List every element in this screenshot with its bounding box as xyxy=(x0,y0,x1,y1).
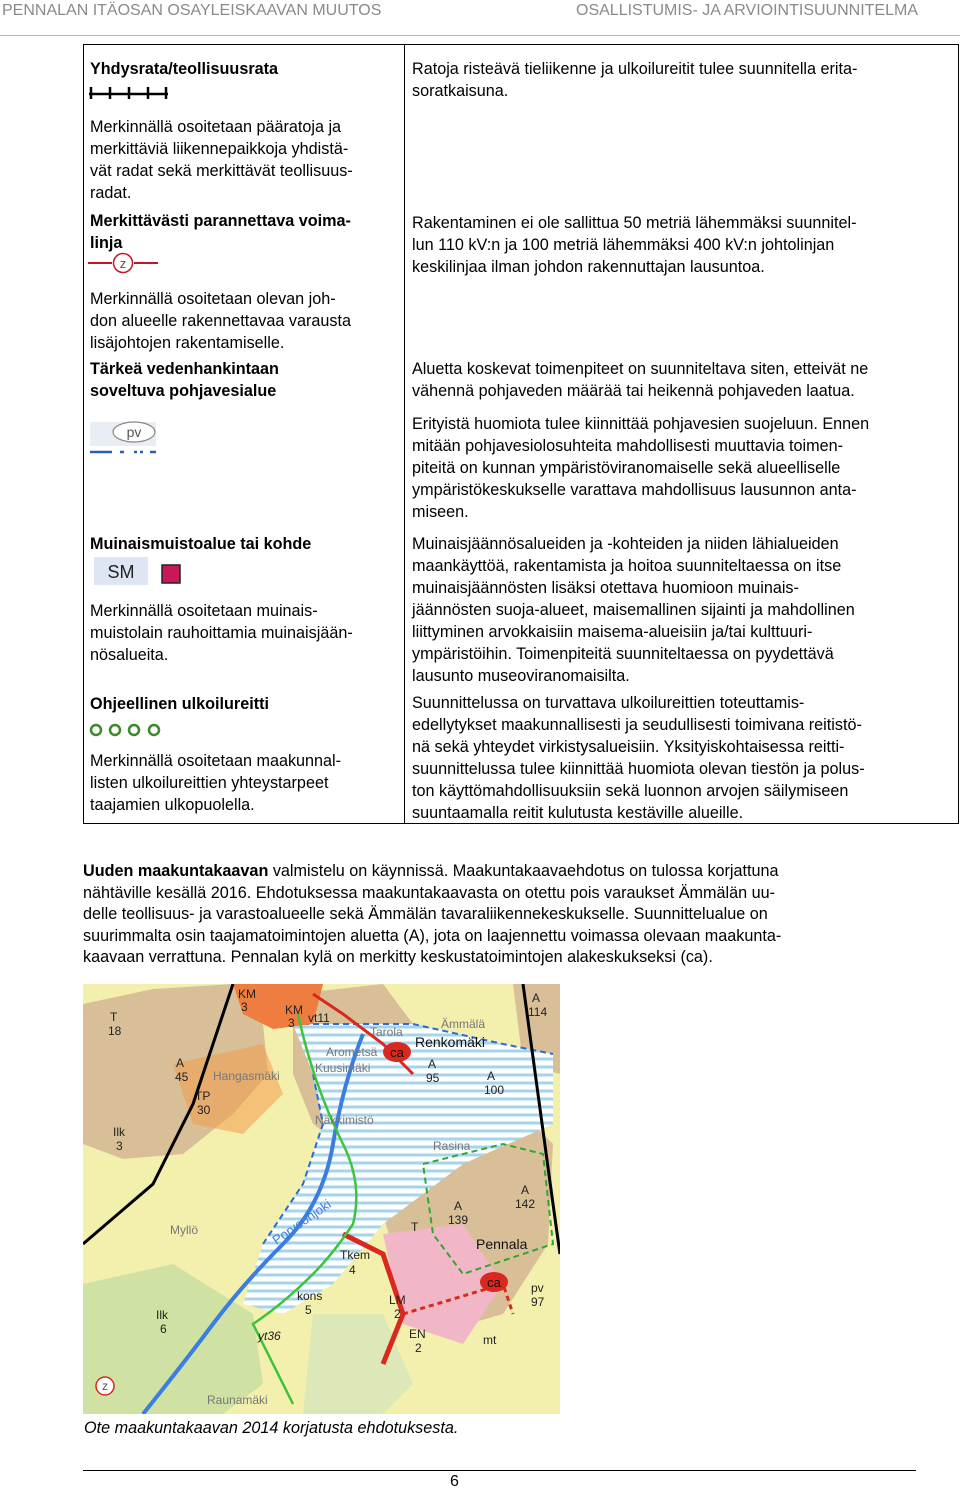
map-label-a114: A xyxy=(532,991,541,1005)
map-label-a95: A xyxy=(428,1057,437,1071)
row5-desc-3: taajamien ulkopuolella. xyxy=(90,796,255,814)
groundwater-symbol-label: pv xyxy=(126,424,142,440)
map-label-tpn: 30 xyxy=(197,1103,211,1117)
regional-plan-map xyxy=(83,984,560,1414)
map-label-porvoo: Porvoonjoki xyxy=(269,1196,334,1248)
map-label-a100: A xyxy=(487,1069,496,1083)
map-label-kons: kons xyxy=(297,1289,323,1303)
row2-desc-2: don alueelle rakennettavaa varausta xyxy=(90,312,351,330)
map-label-rasina: Rasina xyxy=(433,1139,471,1153)
map-label-pvn: 97 xyxy=(531,1295,545,1309)
map-label-a45n: 45 xyxy=(175,1070,189,1084)
row2-right-2: lun 110 kV:n ja 100 metriä lähemmäksi 400 kV:n johtolinjan xyxy=(412,236,835,254)
map-label-ca2: ca xyxy=(487,1275,501,1290)
row2-desc-3: lisäjohtojen rakentamiselle. xyxy=(90,334,285,352)
map-label-a139: A xyxy=(454,1199,463,1213)
row2-title-1: Merkittävästi parannettava voima- xyxy=(90,212,351,230)
outdoor-route-symbol-icon xyxy=(88,722,164,738)
paragraph-line-2: nähtäville kesällä 2016. Ehdotuksessa maakuntakaavasta on otettu pois varaukset Ämmälän uu- xyxy=(83,883,775,902)
page-header xyxy=(0,0,960,40)
map-label-km1: KM xyxy=(238,987,256,1001)
map-label-pv: pv xyxy=(531,1281,544,1295)
row1-right-2: soratkaisuna. xyxy=(412,82,509,100)
row1-desc-3: vät radat sekä merkittävät teollisuus- xyxy=(90,162,353,180)
row2-title-2: linja xyxy=(90,234,123,252)
map-label-renkomaki: Renkomäki xyxy=(415,1034,486,1050)
row2-desc-1: Merkinnällä osoitetaan olevan joh- xyxy=(90,290,336,308)
row5-right-3: nä sekä yhteydet virkistysalueisiin. Yksityiskohtaisessa reitti- xyxy=(412,738,845,756)
row5-desc-1: Merkinnällä osoitetaan maakunnal- xyxy=(90,752,342,770)
header-rule xyxy=(0,35,960,36)
map-label-ttt: T xyxy=(411,1220,419,1234)
map-label-hangasmaki: Hangasmäki xyxy=(213,1069,280,1083)
map-label-a139n: 139 xyxy=(448,1213,469,1227)
row2-right-1: Rakentaminen ei ole sallittua 50 metriä lähemmäksi suunnitel- xyxy=(412,214,857,232)
header-left: PENNALAN ITÄOSAN OSAYLEISKAAVAN MUUTOS xyxy=(2,2,382,19)
antiquity-symbol-label: SM xyxy=(107,562,135,582)
railway-symbol-icon xyxy=(88,86,170,100)
row4-right-3: muinaisjäännösten lisäksi otettava huomioon muinais- xyxy=(412,579,799,597)
map-label-a114n: 114 xyxy=(528,1005,548,1019)
map-label-raunamaki: Raunamäki xyxy=(207,1393,268,1407)
map-label-vt: vt11 xyxy=(308,1011,330,1025)
footer-rule xyxy=(83,1470,916,1471)
map-label-mt: mt xyxy=(483,1333,497,1347)
map-label-a100n: 100 xyxy=(484,1083,505,1097)
groundwater-symbol-icon xyxy=(88,418,160,458)
row2-right-3: keskilinjaa ilman johdon rakennuttajan lausuntoa. xyxy=(412,258,765,276)
row4-desc-3: nösalueita. xyxy=(90,646,169,664)
map-label-aromets: Arometsä xyxy=(326,1045,378,1059)
row5-right-1: Suunnittelussa on turvattava ulkoilureittien toteuttamis- xyxy=(412,694,805,712)
map-label-km2n: 3 xyxy=(288,1016,295,1030)
map-label-a95n: 95 xyxy=(426,1071,440,1085)
map-label-lmn: 2 xyxy=(394,1307,401,1321)
row5-right-6: suuntaamalla reitit kulutusta kestäville alueille. xyxy=(412,804,744,822)
row4-desc-1: Merkinnällä osoitetaan muinais- xyxy=(90,602,318,620)
map-label-konsn: 5 xyxy=(305,1303,312,1317)
map-label-z: z xyxy=(102,1379,108,1393)
map-label-pennala: Pennala xyxy=(476,1236,528,1252)
row5-right-4: suunnittelussa tulee kiinnittää huomiota olevan tiestön ja polus- xyxy=(412,760,865,778)
map-caption: Ote maakuntakaavan 2014 korjatusta ehdotuksesta. xyxy=(84,1419,459,1437)
header-right: OSALLISTUMIS- JA ARVIOINTISUUNNITELMA xyxy=(576,2,918,19)
map-label-en: EN xyxy=(409,1327,426,1341)
row3-title-1: Tärkeä vedenhankintaan xyxy=(90,360,279,378)
row4-title: Muinaismuistoalue tai kohde xyxy=(90,535,312,553)
map-label-myllio: Myllö xyxy=(170,1223,199,1237)
row3-right-a-2: vähennä pohjaveden määrää tai heikennä pohjaveden laatua. xyxy=(412,382,855,400)
row4-right-1: Muinaisjäännösalueiden ja -kohteiden ja niiden lähialueiden xyxy=(412,535,839,553)
map-label-nakkimisto: Näkkimistö xyxy=(315,1113,374,1127)
powerline-symbol-icon xyxy=(86,252,160,274)
row3-right-b-4: ympäristökeskukselle varattava mahdollisuus lausunnon anta- xyxy=(412,481,857,499)
map-label-tarola: Tarola xyxy=(370,1025,403,1039)
paragraph-line-1: valmistelu on käynnissä. Maakuntakaavaehdotus on tulossa korjattuna xyxy=(268,862,779,880)
body-paragraph xyxy=(83,861,913,969)
map-label-kuusimaki: Kuusimäki xyxy=(315,1061,371,1075)
paragraph-bold: Uuden maakuntakaavan xyxy=(83,862,269,880)
row1-desc-4: radat. xyxy=(90,184,132,202)
map-label-lm: LM xyxy=(389,1293,406,1307)
map-label-enn: 2 xyxy=(415,1341,422,1355)
map-label-t18n: 18 xyxy=(108,1024,122,1038)
row5-right-2: edellytykset maakunnallisesti ja seudullisesti toimivana reitistö- xyxy=(412,716,862,734)
map-label-t18: T xyxy=(110,1010,118,1024)
row1-title: Yhdysrata/teollisuusrata xyxy=(90,60,279,78)
powerline-symbol-label: z xyxy=(119,256,127,271)
map-label-km2: KM xyxy=(285,1003,303,1017)
row1-desc-2: merkittäviä liikennepaikkoja yhdistä- xyxy=(90,140,349,158)
map-label-ilk6n: 6 xyxy=(160,1322,167,1336)
row1-desc-1: Merkinnällä osoitetaan pääratoja ja xyxy=(90,118,342,136)
map-label-ca1: ca xyxy=(390,1045,404,1060)
row3-right-b-2: mitään pohjavesiolosuhteita mahdollisesti muuttavia toimen- xyxy=(412,437,843,455)
row4-right-5: liittyminen arvokkaisiin maisema-alueisiin ja/tai kulttuuri- xyxy=(412,623,813,641)
map-label-ilk3n: 3 xyxy=(116,1139,123,1153)
map-label-a45: A xyxy=(176,1056,185,1070)
map-label-ammala: Ämmälä xyxy=(441,1017,486,1031)
paragraph-line-4: suurimmalta osin taajamatoimintojen aluetta (A), jota on laajennettu voimassa olevaan maakunta- xyxy=(83,926,782,945)
map-label-a142: A xyxy=(521,1183,530,1197)
map-label-a142n: 142 xyxy=(515,1197,536,1211)
row3-right-b-5: miseen. xyxy=(412,503,469,521)
map-label-tkem: Tkem xyxy=(340,1248,370,1262)
map-label-km1n: 3 xyxy=(241,1000,248,1014)
table-divider xyxy=(404,44,405,824)
paragraph-line-5: kaavaan verrattuna. Pennalan kylä on merkitty keskustatoimintojen alakeskukseksi (ca). xyxy=(83,948,713,967)
map-label-yt36: yt36 xyxy=(258,1329,281,1343)
map-label-ilk3: Ilk xyxy=(113,1125,125,1139)
map-label-tp: TP xyxy=(195,1089,211,1103)
row4-desc-2: muistolain rauhoittamia muinaisjään- xyxy=(90,624,353,642)
map-label-ilk6: Ilk xyxy=(156,1308,168,1322)
map-label-tkemn: 4 xyxy=(349,1263,356,1277)
row3-title-2: soveltuva pohjavesialue xyxy=(90,382,277,400)
row5-title: Ohjeellinen ulkoilureitti xyxy=(90,695,269,713)
row4-right-7: lausunto museoviranomaisilta. xyxy=(412,667,630,685)
row5-right-5: ton käyttömahdollisuuksiin sekä luonnon arvojen säilymiseen xyxy=(412,782,849,800)
row4-right-6: ympäristöihin. Toimenpiteitä suunniteltaessa on pyydettävä xyxy=(412,645,834,663)
row4-right-4: jäännösten suoja-alueet, maisemallinen sijainti ja mahdollinen xyxy=(412,601,855,619)
row3-right-b-1: Erityistä huomiota tulee kiinnittää pohjavesien suojeluun. Ennen xyxy=(412,415,870,433)
row3-right-a-1: Aluetta koskevat toimenpiteet on suunniteltava siten, etteivät ne xyxy=(412,360,869,378)
row5-desc-2: listen ulkoilureittien yhteystarpeet xyxy=(90,774,329,792)
paragraph-line-3: delle teollisuus- ja varastoalueelle sekä Ämmälän tavaraliikennekeskukselle. Suunnittelualue on xyxy=(83,905,768,924)
page-number: 6 xyxy=(450,1473,459,1490)
row3-right-b-3: piteitä on kunnan ympäristöviranomaiselle sekä alueelliselle xyxy=(412,459,841,477)
antiquity-symbol-icon xyxy=(92,555,184,589)
row4-right-2: maankäyttöä, rakentamista ja hoitoa suunniteltaessa on itse xyxy=(412,557,842,575)
row1-right-1: Ratoja risteävä tieliikenne ja ulkoilureitit tulee suunnitella erita- xyxy=(412,60,858,78)
